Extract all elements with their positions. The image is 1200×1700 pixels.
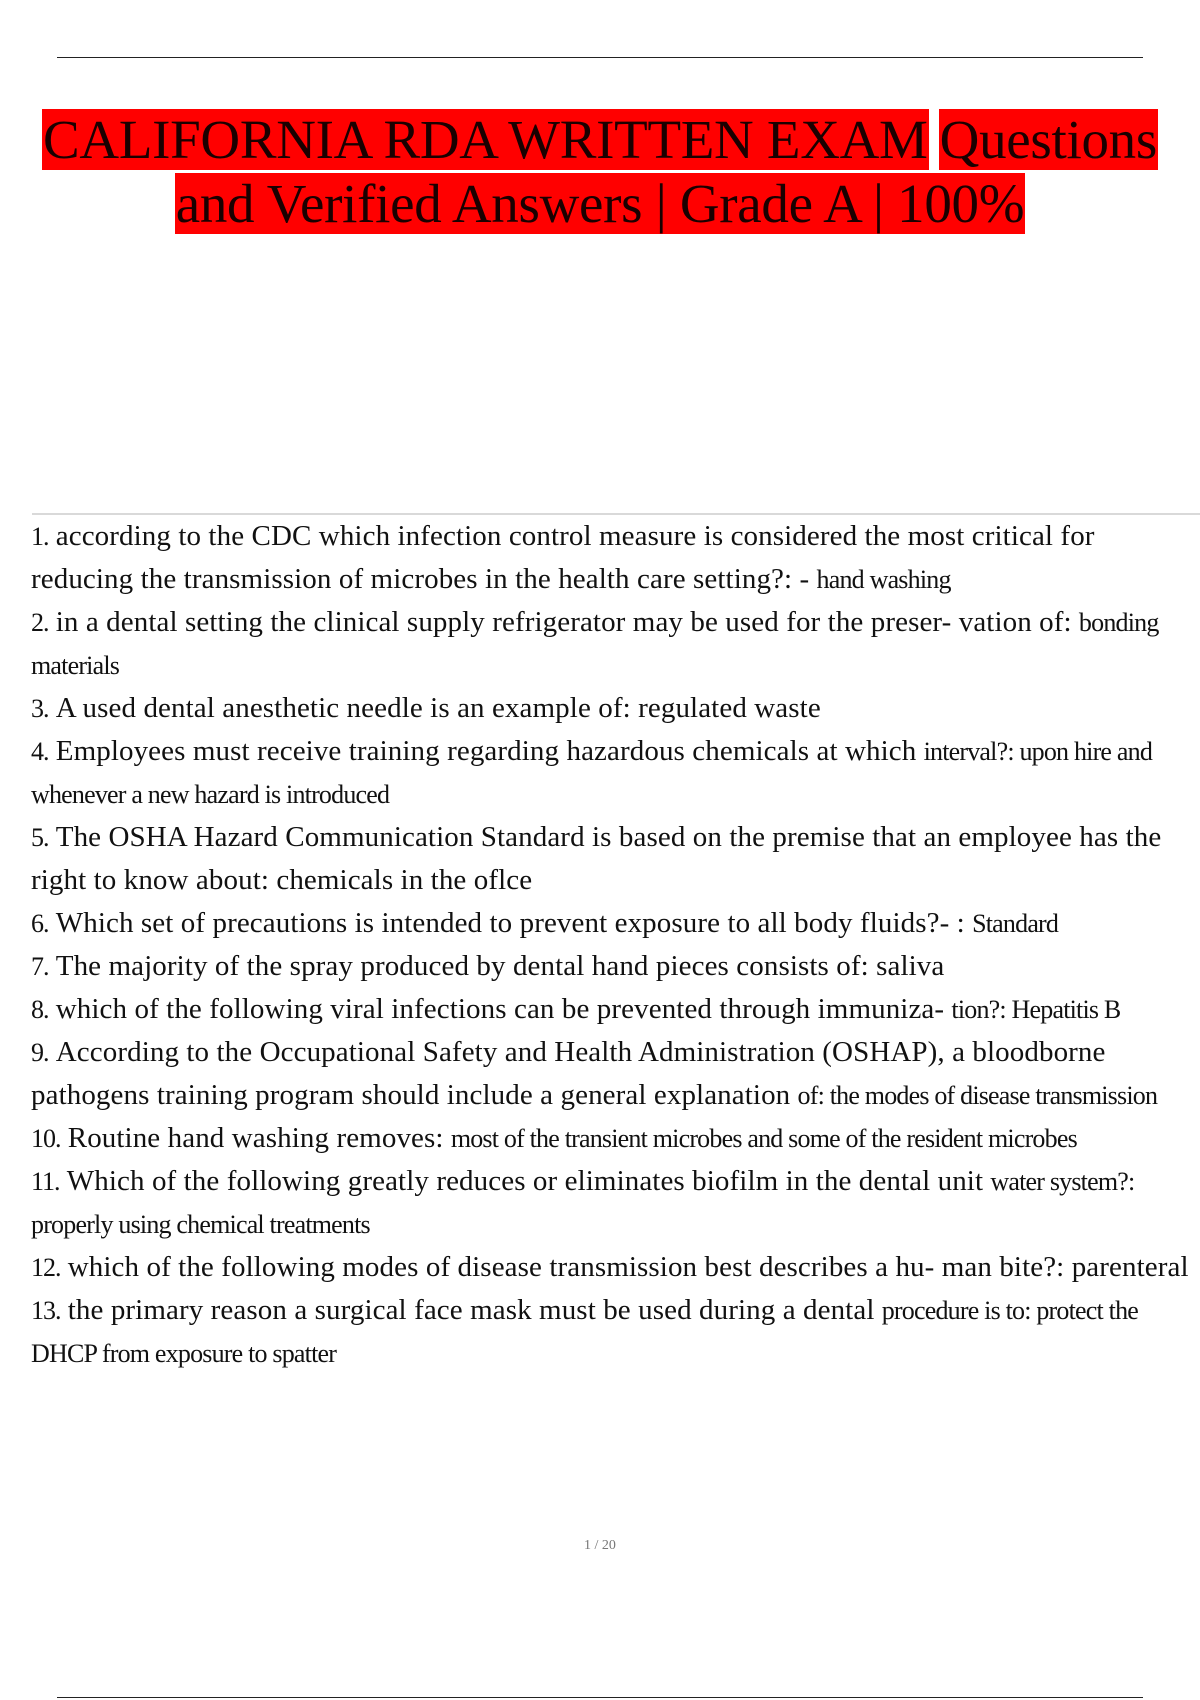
question-number: 4. bbox=[31, 737, 49, 766]
title-highlight-c: and Verified Answers | Grade A | 100% bbox=[175, 173, 1025, 234]
answer-text: water system?: properly using chemical treatments bbox=[31, 1167, 1135, 1239]
answer-text: tion?: Hepatitis B bbox=[951, 995, 1121, 1024]
question-item bbox=[31, 687, 1200, 730]
question-text: According to the Occupational Safety and Health Administration (OSHAP), a bloodborne pathogens training program should include a general explanation bbox=[31, 1036, 1106, 1111]
answer-text: bonding materials bbox=[31, 608, 1159, 680]
top-rule bbox=[57, 57, 1143, 58]
bottom-rule bbox=[57, 1697, 1143, 1698]
question-item bbox=[31, 816, 1200, 902]
question-item bbox=[31, 1246, 1200, 1289]
answer-text: Standard bbox=[972, 909, 1059, 938]
question-text: according to the CDC which infection control measure is considered the most critical for reducing the transmission of microbes in the health care setting?: - bbox=[31, 520, 1095, 595]
question-item bbox=[31, 601, 1200, 687]
answer-text: interval?: upon hire and whenever a new hazard is introduced bbox=[31, 737, 1153, 809]
question-number: 7. bbox=[31, 952, 49, 981]
question-number: 9. bbox=[31, 1038, 49, 1067]
question-text: which of the following viral infections can be prevented through immuniza- bbox=[55, 993, 945, 1025]
question-item bbox=[31, 515, 1200, 601]
title-highlight-a: CALIFORNIA RDA WRITTEN EXAM bbox=[43, 109, 928, 170]
question-text: Routine hand washing removes: bbox=[67, 1122, 444, 1154]
title-line-2 bbox=[0, 172, 1200, 236]
question-item bbox=[31, 988, 1200, 1031]
question-item bbox=[31, 1289, 1200, 1375]
question-text: Which of the following greatly reduces or eliminates biofilm in the dental unit bbox=[66, 1165, 984, 1197]
question-number: 12. bbox=[31, 1253, 61, 1282]
question-number: 2. bbox=[31, 608, 49, 637]
question-text: in a dental setting the clinical supply refrigerator may be used for the preser- vation of: bbox=[55, 606, 1072, 638]
document-title bbox=[0, 108, 1200, 236]
question-number: 1. bbox=[31, 522, 49, 551]
question-text: which of the following modes of disease transmission best describes a hu- man bite?: parenteral bbox=[67, 1251, 1189, 1283]
answer-text: most of the transient microbes and some of the resident microbes bbox=[450, 1124, 1077, 1153]
question-text: Which set of precautions is intended to prevent exposure to all body fluids?- : bbox=[55, 907, 965, 939]
question-text: A used dental anesthetic needle is an example of: regulated waste bbox=[55, 692, 821, 724]
answer-text: of: the modes of disease transmission bbox=[797, 1081, 1158, 1110]
question-number: 5. bbox=[31, 823, 49, 852]
question-number: 11. bbox=[31, 1167, 60, 1196]
question-number: 3. bbox=[31, 694, 49, 723]
question-item bbox=[31, 902, 1200, 945]
question-number: 13. bbox=[31, 1296, 61, 1325]
question-text: the primary reason a surgical face mask must be used during a dental bbox=[67, 1294, 875, 1326]
question-number: 6. bbox=[31, 909, 49, 938]
question-text: Employees must receive training regarding hazardous chemicals at which bbox=[55, 735, 917, 767]
page-number: 1 / 20 bbox=[584, 1538, 616, 1553]
answer-text: procedure is to: protect the DHCP from exposure to spatter bbox=[31, 1296, 1139, 1368]
question-item bbox=[31, 945, 1200, 988]
question-text: The OSHA Hazard Communication Standard is based on the premise that an employee has the right to know about: chemicals in the oflce bbox=[31, 821, 1162, 896]
question-text: The majority of the spray produced by dental hand pieces consists of: saliva bbox=[55, 950, 945, 982]
title-line-1 bbox=[0, 108, 1200, 172]
question-item bbox=[31, 1117, 1200, 1160]
question-list bbox=[31, 515, 1200, 1375]
title-highlight-b: Questions bbox=[939, 109, 1157, 170]
question-item bbox=[31, 1160, 1200, 1246]
question-item bbox=[31, 730, 1200, 816]
answer-text: hand washing bbox=[816, 565, 951, 594]
question-item bbox=[31, 1031, 1200, 1117]
question-number: 10. bbox=[31, 1124, 61, 1153]
question-number: 8. bbox=[31, 995, 49, 1024]
